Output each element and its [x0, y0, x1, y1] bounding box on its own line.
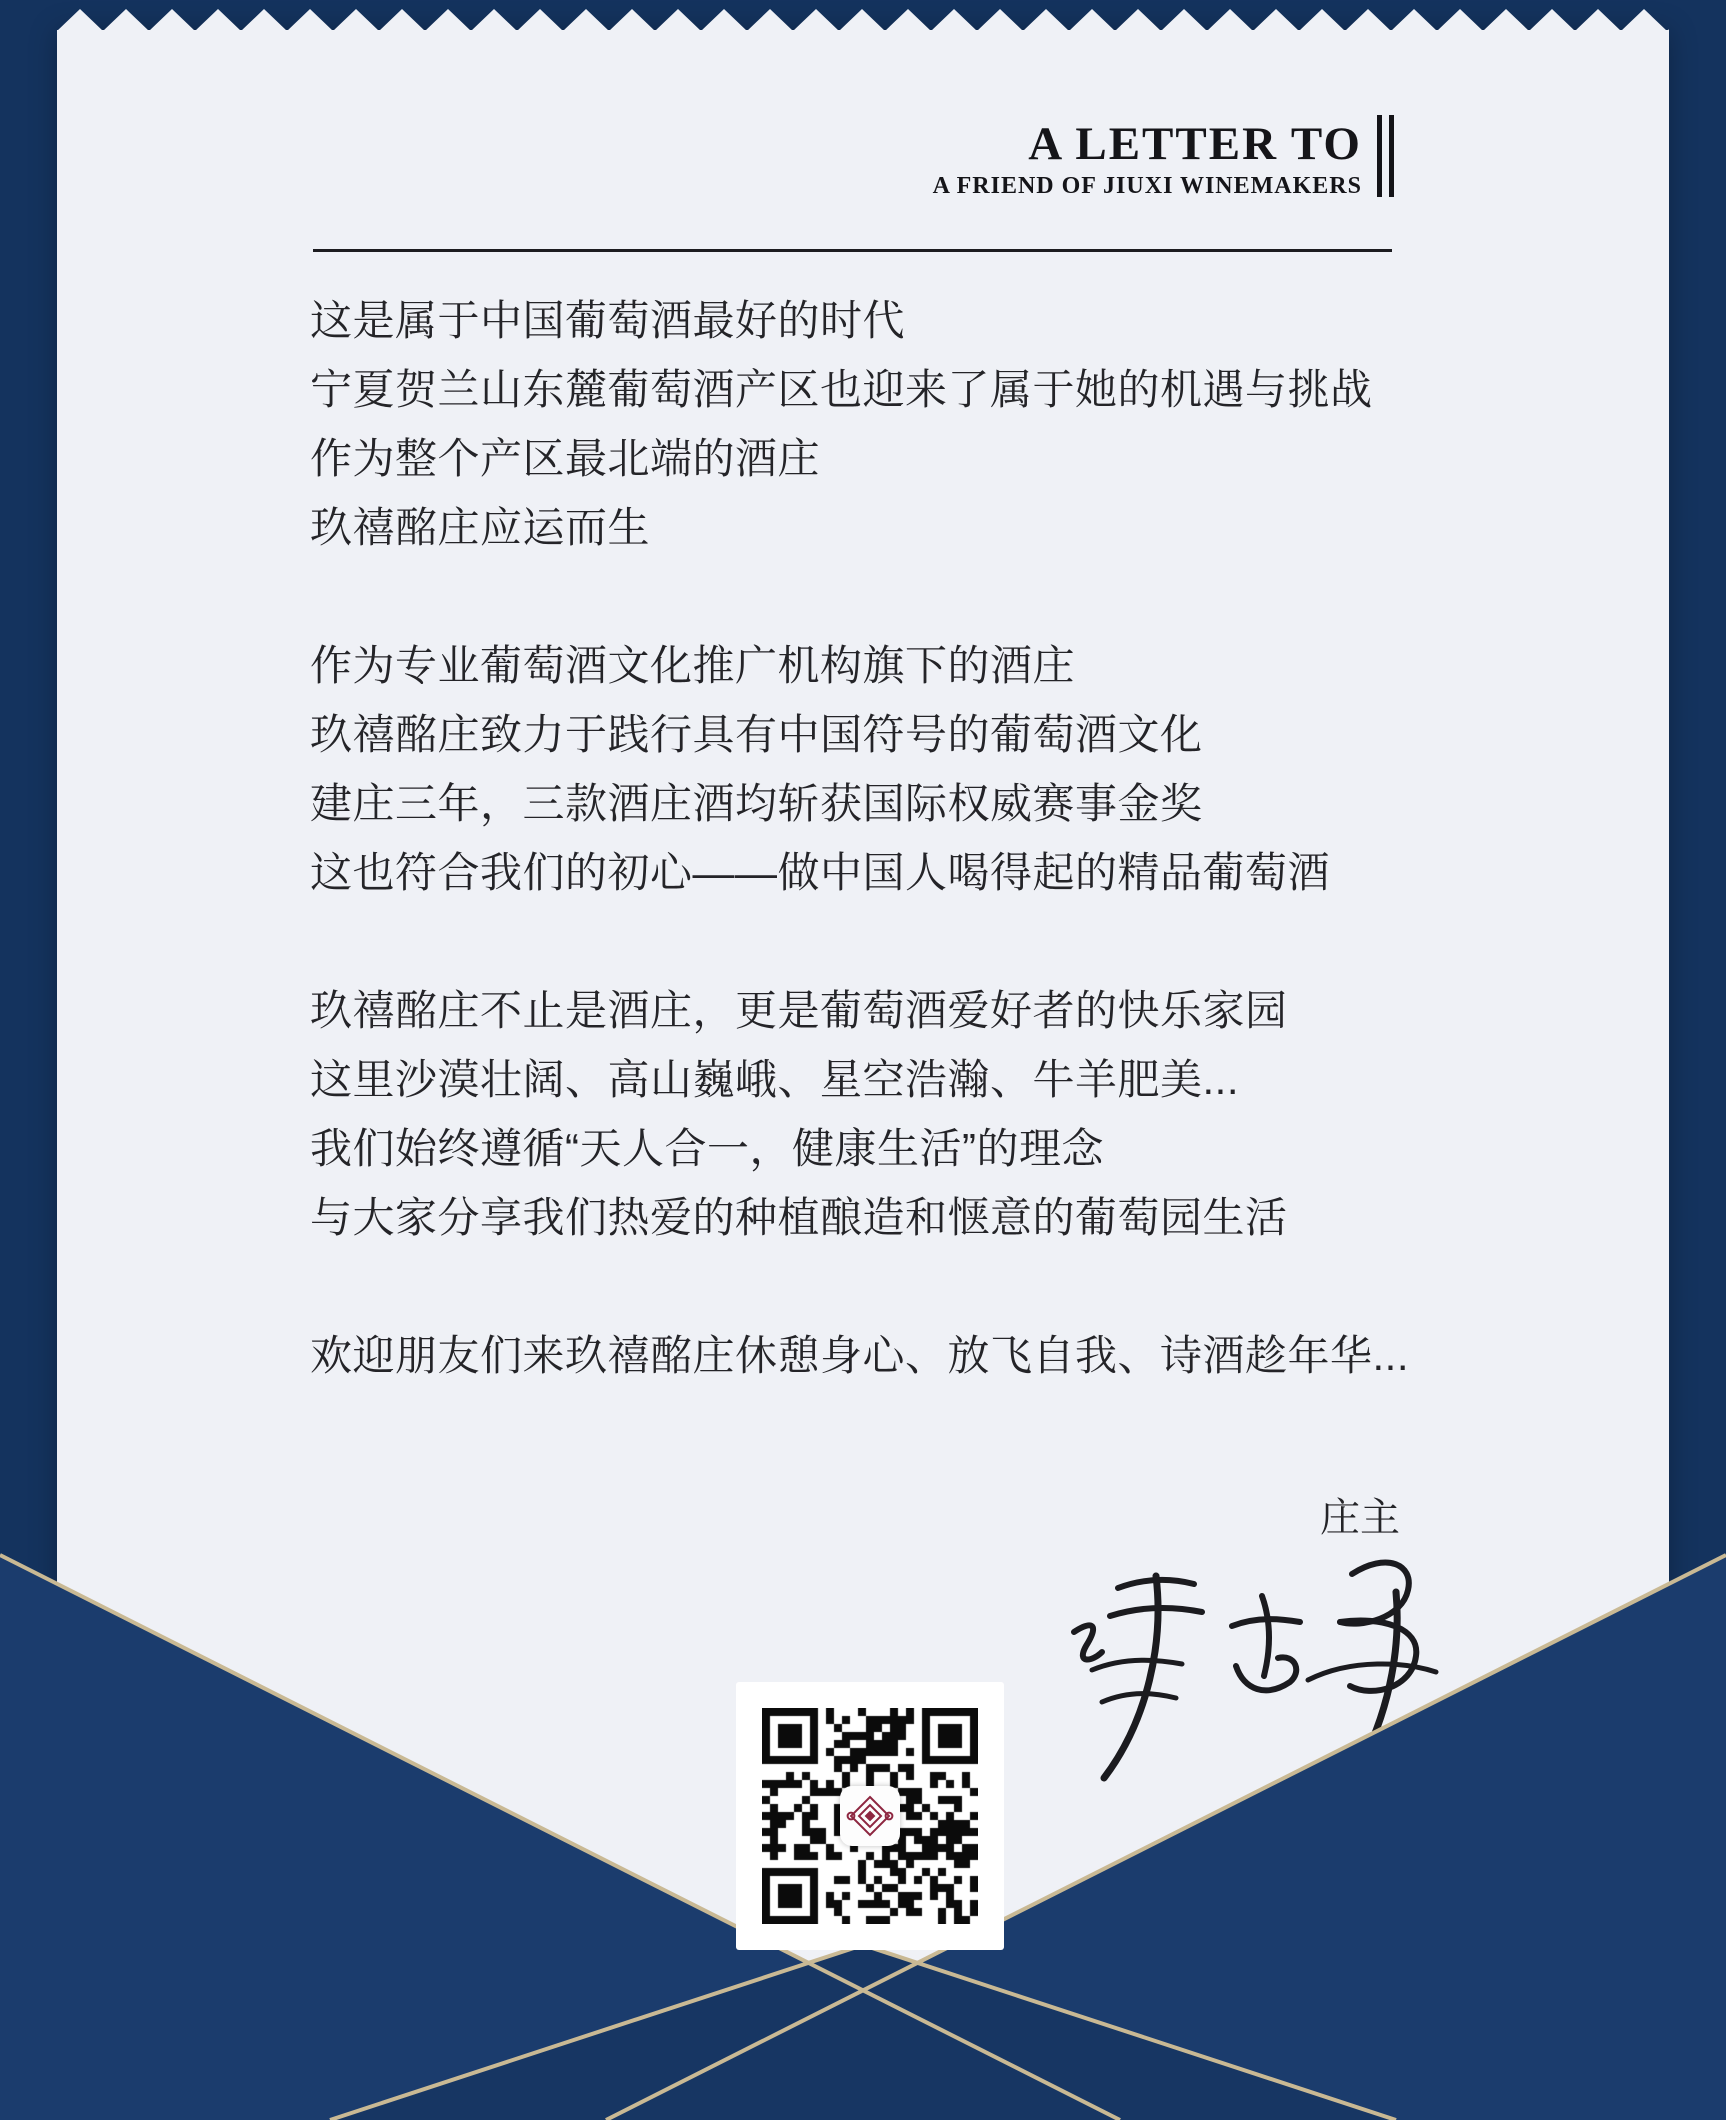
header-divider-line [313, 249, 1392, 252]
header-subtitle: A FRIEND OF JIUXI WINEMAKERS [932, 173, 1362, 199]
letter-line: 玖禧酩庄致力于践行具有中国符号的葡萄酒文化 [310, 711, 1203, 758]
letter-header [0, 118, 1362, 200]
letter-line: 作为专业葡萄酒文化推广机构旗下的酒庄 [310, 642, 1076, 689]
letter-line: 欢迎朋友们来玖禧酩庄休憩身心、放飞自我、诗酒趁年华... [310, 1332, 1410, 1379]
winery-diamond-logo-icon [846, 1792, 894, 1840]
letter-line: 这也符合我们的初心——做中国人喝得起的精品葡萄酒 [310, 849, 1331, 896]
letter-line: 我们始终遵循“天人合一，健康生活”的理念 [310, 1125, 1104, 1172]
qr-center-logo [840, 1786, 900, 1846]
letter-paragraph [310, 631, 1470, 907]
letter-line: 作为整个产区最北端的酒庄 [310, 435, 821, 482]
letter-paragraph [310, 976, 1470, 1252]
header-double-bar-right [1389, 115, 1394, 197]
letter-line: 这里沙漠壮阔、高山巍峨、星空浩瀚、牛羊肥美... [310, 1056, 1240, 1103]
letter-paragraph [310, 286, 1470, 562]
letter-body [310, 286, 1470, 1459]
letter-paragraph [310, 1321, 1470, 1390]
header-title: A LETTER TO [1028, 118, 1362, 170]
owner-label: 庄主 [1320, 1496, 1400, 1540]
letter-line: 宁夏贺兰山东麓葡萄酒产区也迎来了属于她的机遇与挑战 [310, 366, 1373, 413]
letter-line: 这是属于中国葡萄酒最好的时代 [310, 297, 906, 344]
letter-line: 与大家分享我们热爱的种植酿造和惬意的葡萄园生活 [310, 1194, 1288, 1241]
qr-panel [736, 1682, 1004, 1950]
letter-line: 玖禧酩庄应运而生 [310, 504, 651, 551]
owner-handwritten-signature [1040, 1530, 1450, 1820]
letter-line: 建庄三年，三款酒庄酒均斩获国际权威赛事金奖 [310, 780, 1203, 827]
letter-line: 玖禧酩庄不止是酒庄，更是葡萄酒爱好者的快乐家园 [310, 987, 1288, 1034]
paper-serrated-edge [57, 8, 1669, 31]
header-double-bar-left [1377, 115, 1382, 197]
